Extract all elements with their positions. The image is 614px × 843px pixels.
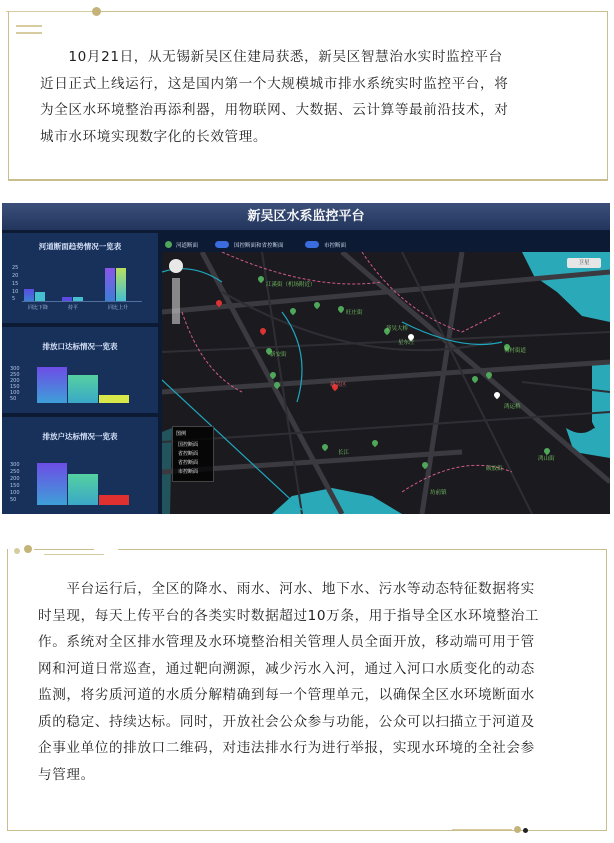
y-tick: 20: [12, 273, 19, 279]
chart-bar: [116, 268, 126, 301]
chart-panel-outlet-compliance: [2, 327, 158, 413]
map-label: 新安街: [270, 352, 287, 358]
toggle-switch[interactable]: [215, 241, 229, 248]
map-legend: [172, 426, 214, 482]
y-tick: 50: [10, 497, 17, 503]
chart-bar: [68, 474, 98, 505]
water-monitoring-map[interactable]: [162, 252, 610, 514]
y-tick: 150: [10, 483, 20, 489]
x-tick: 同比上升: [108, 305, 129, 311]
map-label: 旺庄街: [346, 310, 363, 316]
decor-dot: [514, 826, 521, 833]
y-tick: 15: [12, 281, 19, 287]
decor-dot: [523, 828, 528, 833]
chart-bar: [37, 367, 67, 403]
toggle-switch[interactable]: [305, 241, 319, 248]
x-tick: 持平: [68, 305, 79, 311]
paragraph2-line: 企事业单位的排放口二维码，对违法排水行为进行举报，实现水环境的全社会参: [38, 740, 535, 756]
paragraph1-line: 近日正式上线运行，这是国内第一个大规模城市排水系统实时监控平台，将: [40, 75, 509, 92]
legend-title: 图例: [176, 431, 187, 437]
y-tick: 200: [10, 476, 20, 482]
paragraph2-line: 与管理。: [38, 766, 95, 783]
toggle-city[interactable]: 市控断面: [324, 243, 347, 249]
y-tick: 300: [10, 366, 20, 372]
paragraph2-line: 监测，将劣质河道的水质分解精确到每一个管理单元，以确保全区水环境断面水: [38, 687, 535, 703]
paragraph2-line: 质的稳定、持续达标。同时，开放社会公众参与功能，公众可以扫描立于河道及: [38, 713, 535, 730]
y-tick: 250: [10, 372, 20, 378]
y-tick: 10: [12, 289, 19, 295]
panel-title: 河道断面趋势情况一览表: [38, 242, 122, 251]
y-tick: 50: [10, 396, 17, 402]
monitoring-dashboard-image: [2, 203, 610, 514]
paragraph2-line: 网和河道日常巡查，通过靶向溯源，减少污水入河，通过入河口水质变化的动态: [38, 660, 535, 677]
chart-bar: [105, 268, 115, 301]
paragraph2: [38, 576, 594, 788]
x-tick: 同比下降: [28, 305, 49, 311]
paragraph1-line: 城市水环境实现数字化的长效管理。: [40, 128, 268, 145]
paragraph2-line: 作。系统对全区排水管理及水环境整治相关管理人员全面开放，移动端可用于管: [38, 634, 535, 650]
chart-bar: [24, 289, 34, 301]
chart-bar: [99, 495, 129, 505]
x-axis: [22, 301, 142, 302]
chart-bar: [37, 463, 67, 505]
map-svg: [162, 252, 610, 514]
decor-line: [530, 830, 570, 831]
map-label: 坊前镇: [430, 490, 447, 496]
chart-bar: [99, 395, 129, 403]
chart-panel-discharger-compliance: [2, 417, 158, 514]
toggle-indicator[interactable]: [165, 241, 172, 248]
dashboard-title: 新吴区水系监控平台: [2, 203, 610, 230]
y-tick: 100: [10, 390, 20, 396]
map-label: 长江: [338, 450, 350, 456]
chart-panel-river-trend: [2, 233, 158, 323]
paragraph2-line: 平台运行后，全区的降水、雨水、河水、地下水、污水等动态特征数据将实: [38, 581, 535, 597]
map-label: 硕放街: [486, 466, 503, 472]
map-label: 新吴大桥: [386, 326, 409, 332]
y-tick: 250: [10, 469, 20, 475]
map-label: 星东庄: [398, 340, 415, 346]
y-tick: 100: [10, 490, 20, 496]
y-tick: 25: [12, 265, 19, 271]
panel-title: 排放口达标情况一览表: [42, 342, 118, 351]
legend-item: 市控断面: [178, 469, 199, 475]
panel-title: 排放户达标情况一览表: [42, 432, 118, 441]
toggle-river-section[interactable]: 河道断面: [176, 243, 199, 249]
map-label-red: 新吴区: [330, 382, 347, 388]
paragraph1-line: 10月21日，从无锡新吴区住建局获悉，新吴区智慧治水实时监控平台: [40, 49, 503, 65]
paragraph1-line: 为全区水环境整治再添利器，用物联网、大数据、云计算等最前沿技术，对: [40, 102, 509, 118]
paragraph1: [40, 44, 592, 150]
legend-item: 省控断面: [178, 460, 199, 466]
chart-bar: [35, 292, 45, 301]
map-label: 鸿山街: [538, 456, 555, 462]
y-tick: 150: [10, 384, 20, 390]
toggle-national-provincial[interactable]: 国控断面和省控断面: [234, 243, 284, 249]
y-tick: 200: [10, 378, 20, 384]
y-tick: 300: [10, 462, 20, 468]
map-label: 江溪街（机场附近）: [266, 282, 316, 288]
map-label: 鸿运桥: [504, 404, 521, 410]
decor-line: [452, 829, 512, 830]
legend-item: 省控断面: [178, 451, 199, 457]
paragraph2-line: 时呈现，每天上传平台的各类实时数据超过10万条，用于指导全区水环境整治工: [38, 607, 540, 624]
legend-item: 国控断面: [178, 442, 199, 448]
y-tick: 5: [12, 296, 16, 302]
chart-bar: [68, 375, 98, 403]
satellite-toggle-button[interactable]: 卫星: [567, 258, 601, 268]
map-label: 梅村街道: [504, 348, 527, 354]
